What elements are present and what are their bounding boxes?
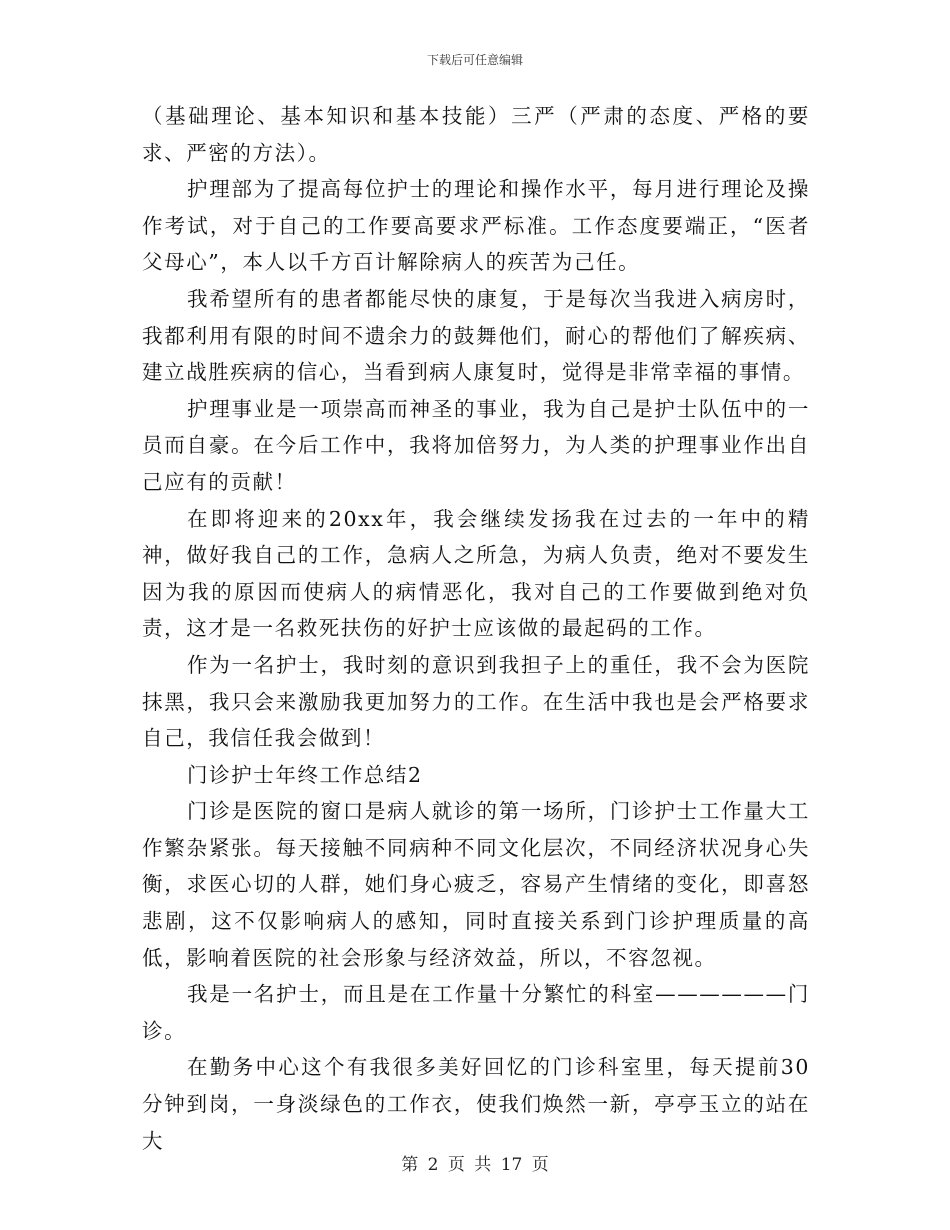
paragraph: 在即将迎来的20xx年，我会继续发扬我在过去的一年中的精神，做好我自己的工作，急病人之所急，为病人负责，绝对不要发生因为我的原因而使病人的病情恶化，我对自己的工作要做到绝对负责，这才是一名救死扶伤的好护士应该做的最起码的工作。 xyxy=(142,506,810,641)
page-header-note: 下载后可任意编辑 xyxy=(426,53,523,67)
total-pages: 17 xyxy=(500,1155,523,1175)
page-footer xyxy=(0,1154,950,1176)
paragraph: 护理事业是一项崇高而神圣的事业，我为自己是护士队伍中的一员而自豪。在今后工作中，我将加倍努力，为人类的护理事业作出自己应有的贡献！ xyxy=(142,396,810,494)
page-label-mid: 页 共 xyxy=(447,1155,492,1175)
paragraph: 在勤务中心这个有我很多美好回忆的门诊科室里，每天提前30分钟到岗，一身淡绿色的工作衣，使我们焕然一新，亭亭玉立的站在大 xyxy=(142,1055,810,1153)
paragraph: 门诊是医院的窗口是病人就诊的第一场所，门诊护士工作量大工作繁杂紧张。每天接触不同病种不同文化层次，不同经济状况身心失衡，求医心切的人群，她们身心疲乏，容易产生情绪的变化，即喜怒悲剧，这不仅影响病人的感知，同时直接关系到门诊护理质量的高低，影响着医院的社会形象与经济效益，所以，不容忽视。 xyxy=(142,799,810,970)
paragraph: 我是一名护士，而且是在工作量十分繁忙的科室——————门诊。 xyxy=(142,982,810,1043)
paragraph: 作为一名护士，我时刻的意识到我担子上的重任，我不会为医院抹黑，我只会来激励我更加努力的工作。在生活中我也是会严格要求自己，我信任我会做到！ xyxy=(142,652,810,751)
section-heading: 门诊护士年终工作总结2 xyxy=(187,762,423,787)
paragraph-continuation: （基础理论、基本知识和基本技能）三严（严肃的态度、严格的要求、严密的方法）。 xyxy=(142,104,810,165)
paragraph: 护理部为了提高每位护士的理论和操作水平，每月进行理论及操作考试，对于自己的工作要高要求严标准。工作态度要端正，“医者父母心”，本人以千方百计解除病人的疾苦为己任。 xyxy=(142,177,810,275)
page-number: 2 xyxy=(427,1155,439,1175)
document-body xyxy=(142,98,810,1159)
page-label-prefix: 第 xyxy=(401,1155,419,1175)
page-label-suffix: 页 xyxy=(531,1155,549,1175)
paragraph: 我希望所有的患者都能尽快的康复，于是每次当我进入病房时，我都利用有限的时间不遗余力的鼓舞他们，耐心的帮他们了解疾病、建立战胜疾病的信心，当看到病人康复时，觉得是非常幸福的事情。 xyxy=(142,286,810,385)
